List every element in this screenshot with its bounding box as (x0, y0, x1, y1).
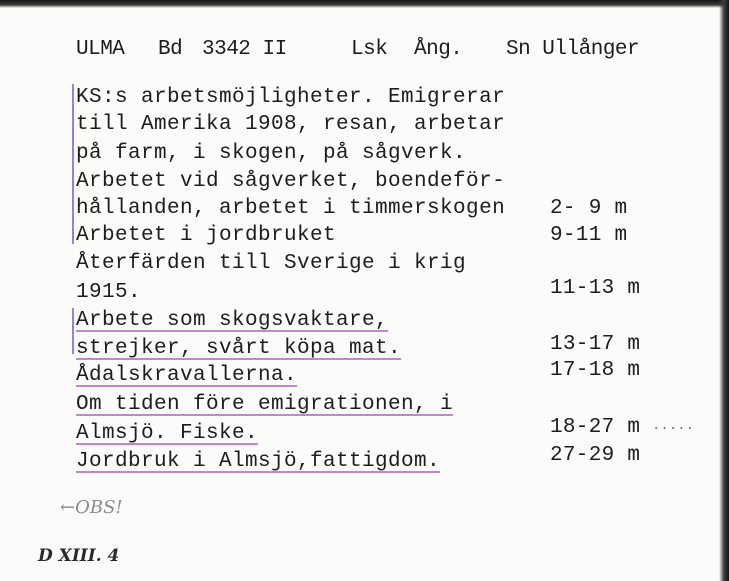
handwritten-code: D XIII. 4 (38, 546, 120, 566)
card-header (76, 38, 676, 68)
header-parish: Sn Ullånger (506, 38, 640, 61)
header-region: Ång. (414, 38, 463, 61)
entry-line: på farm, i skogen, på sågverk. (76, 142, 467, 165)
entry-line: 1915. (76, 281, 142, 304)
entry-line: Arbetet vid sågverket, boendeför- (76, 170, 506, 193)
margin-mark (72, 308, 74, 354)
entry-line: Almsjö. Fiske. (76, 422, 259, 445)
entry-range: 2- 9 m (550, 197, 628, 220)
entry-line: till Amerika 1908, resan, arbetar (76, 113, 506, 136)
entry-line: Återfärden till Sverige i krig (76, 252, 467, 275)
entry-range: 11-13 m (550, 277, 641, 300)
header-county: Lsk (351, 38, 388, 61)
trailing-marks: ..... (652, 418, 695, 434)
entry-range: 17-18 m (550, 359, 641, 382)
margin-mark (72, 84, 74, 244)
entry-line: Jordbruk i Almsjö,fattigdom. (76, 450, 441, 473)
header-volume: Bd (158, 38, 183, 61)
entry-line: KS:s arbetsmöjligheter. Emigrerar (76, 86, 506, 109)
entry-range: 18-27 m (550, 416, 641, 439)
entry-line: Ådalskravallerna. (76, 364, 298, 387)
entry-line: Arbete som skogsvaktare, (76, 309, 389, 332)
entry-line: hållanden, arbetet i timmerskogen (76, 197, 506, 220)
entry-range: 27-29 m (550, 444, 641, 467)
entry-range: 13-17 m (550, 333, 641, 356)
entry-line: strejker, svårt köpa mat. (76, 337, 402, 360)
card-right-edge (719, 0, 729, 581)
header-number: 3342 II (202, 38, 287, 61)
entry-line: Om tiden före emigrationen, i (76, 393, 454, 416)
entry-range: 9-11 m (550, 224, 628, 247)
card-top-edge (0, 0, 729, 8)
handwritten-note: ←OBS! (60, 497, 123, 518)
header-archive: ULMA (76, 38, 125, 61)
entry-line: Arbetet i jordbruket (76, 224, 337, 247)
